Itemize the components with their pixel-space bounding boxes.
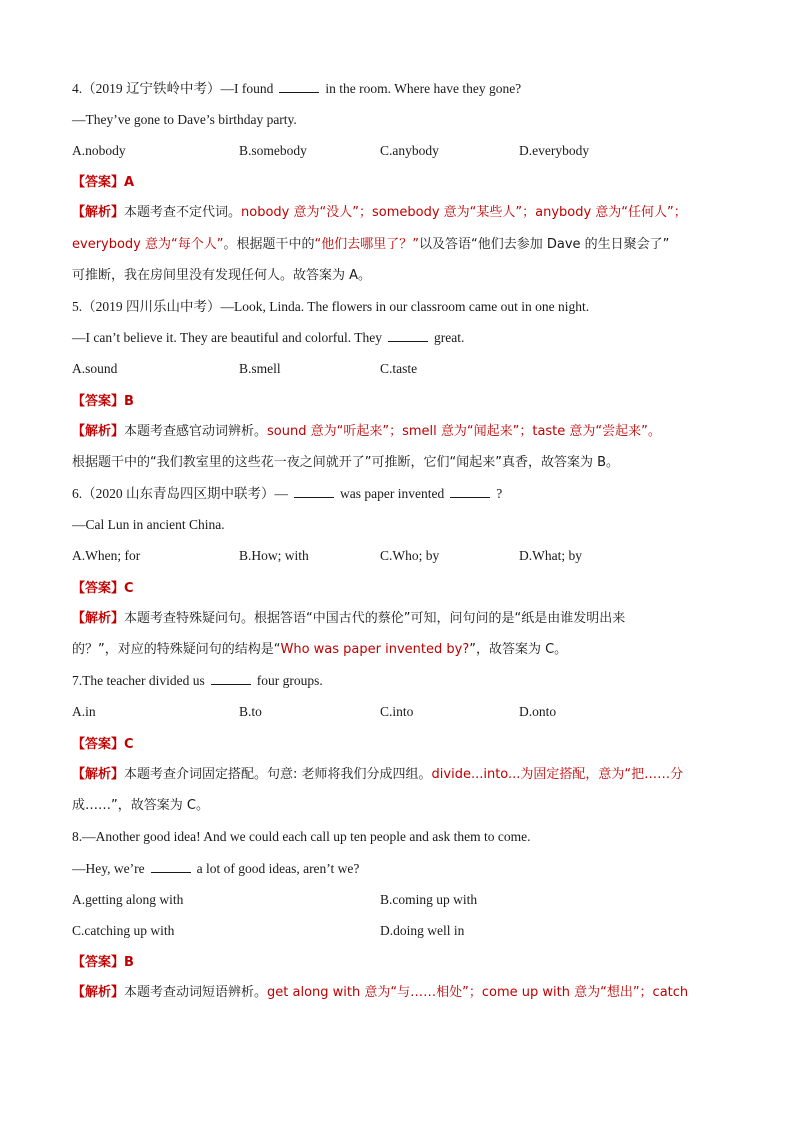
q8-blank — [151, 860, 191, 873]
q5-explanation-line2: 根据题干中的“我们教室里的这些花一夜之间就开了”可推断，它们“闻起来”真香，故答案为 B。 — [72, 455, 619, 470]
q4-exp2-c: “他们去哪里了？” — [314, 237, 419, 252]
q8-exp1-a: 本题考查动词短语辨析。 — [124, 985, 268, 1000]
q8-reply-post: a lot of good ideas, aren’t we? — [196, 861, 360, 876]
q6-stem — [72, 485, 502, 503]
q8-option-c: C.catching up with — [72, 923, 175, 938]
q6-explanation-line2 — [72, 641, 567, 659]
explanation-tag: 【解析】 — [72, 611, 125, 626]
q4-exp2-b: 。根据题干中的 — [223, 237, 315, 252]
q8-answer-value: B — [124, 955, 134, 970]
q6-stem-pre: 6.（2020 山东青岛四区期中联考）— — [72, 486, 288, 501]
q7-stem — [72, 672, 323, 690]
q5-reply-post: great. — [434, 330, 465, 345]
q4-answer-value: A — [124, 175, 135, 190]
q6-exp1: 本题考查特殊疑问句。根据答语“中国古代的蔡伦”可知，问句问的是“纸是由谁发明出来 — [124, 611, 626, 626]
q7-stem-pre: 7.The teacher divided us — [72, 673, 205, 688]
q8-option-a: A.getting along with — [72, 892, 184, 907]
q6-blank-1 — [294, 485, 334, 498]
q4-option-d: D.everybody — [519, 143, 590, 158]
q7-explanation-line1 — [72, 766, 683, 784]
q5-option-b: B.smell — [239, 361, 281, 376]
q4-option-c: C.anybody — [380, 143, 439, 158]
q5-stem: 5.（2019 四川乐山中考）—Look, Linda. The flowers in our classroom came out in one night. — [72, 299, 590, 314]
q7-stem-post: four groups. — [256, 673, 323, 688]
q6-stem-mid: was paper invented — [340, 486, 445, 501]
q4-option-a: A.nobody — [72, 143, 126, 158]
q4-stem-pre: 4.（2019 辽宁铁岭中考）—I found — [72, 81, 274, 96]
explanation-tag: 【解析】 — [72, 205, 125, 220]
q8-explanation-line1 — [72, 984, 688, 1002]
q4-blank — [279, 80, 319, 93]
q4-exp2-a: everybody 意为“每个人” — [72, 237, 224, 252]
q6-exp2-a: 的？”，对应的特殊疑问句的结构是“ — [72, 642, 281, 657]
q5-answer — [72, 392, 134, 411]
q4-option-b: B.somebody — [239, 143, 307, 158]
q6-reply: —Cal Lun in ancient China. — [72, 517, 225, 532]
q7-answer — [72, 735, 134, 754]
q8-reply — [72, 860, 359, 878]
q5-option-c: C.taste — [380, 361, 418, 376]
answer-tag: 【答案】 — [72, 175, 125, 190]
q4-exp2-d: 以及答语“他们去参加 Dave 的生日聚会了” — [418, 237, 670, 252]
q8-reply-pre: —Hey, we’re — [72, 861, 145, 876]
q5-blank — [388, 329, 428, 342]
q7-answer-value: C — [124, 737, 134, 752]
q8-option-d: D.doing well in — [380, 923, 465, 938]
answer-tag: 【答案】 — [72, 394, 125, 409]
q7-exp1-b: divide...into...为固定搭配，意为“把……分 — [431, 767, 684, 782]
q5-exp1-a: 本题考查感官动词辨析。 — [124, 424, 268, 439]
q6-exp2-b: Who was paper invented by? — [280, 642, 470, 657]
answer-tag: 【答案】 — [72, 737, 125, 752]
q6-answer — [72, 579, 134, 598]
q6-option-a: A.When; for — [72, 548, 141, 563]
q4-stem — [72, 80, 521, 98]
q6-option-c: C.Who; by — [380, 548, 440, 563]
explanation-tag: 【解析】 — [72, 424, 125, 439]
q4-explanation-line1 — [72, 204, 687, 222]
q8-answer — [72, 953, 134, 972]
q4-answer — [72, 173, 134, 192]
answer-tag: 【答案】 — [72, 581, 125, 596]
explanation-tag: 【解析】 — [72, 985, 125, 1000]
q5-exp1-b: sound 意为“听起来”；smell 意为“闻起来”；taste 意为“尝起来”。 — [267, 424, 661, 439]
q4-explanation-line3: 可推断，我在房间里没有发现任何人。故答案为 A。 — [72, 268, 372, 283]
q8-exp1-b: get along with 意为“与……相处”；come up with 意为“想出”；catch — [267, 985, 689, 1000]
q5-option-a: A.sound — [72, 361, 118, 376]
q8-stem: 8.—Another good idea! And we could each call up ten people and ask them to come. — [72, 829, 531, 844]
q5-reply — [72, 329, 464, 347]
q4-stem-post: in the room. Where have they gone? — [325, 81, 522, 96]
answer-tag: 【答案】 — [72, 955, 125, 970]
q4-explanation-line2 — [72, 236, 669, 254]
q5-answer-value: B — [124, 394, 134, 409]
q7-blank — [211, 672, 251, 685]
q7-option-a: A.in — [72, 704, 96, 719]
q7-explanation-line2: 成……”，故答案为 C。 — [72, 798, 209, 813]
q7-option-b: B.to — [239, 704, 262, 719]
q6-option-b: B.How; with — [239, 548, 309, 563]
q7-option-c: C.into — [380, 704, 414, 719]
explanation-tag: 【解析】 — [72, 767, 125, 782]
q6-blank-2 — [450, 485, 490, 498]
q6-exp2-c: ”，故答案为 C。 — [469, 642, 568, 657]
q5-explanation-line1 — [72, 423, 661, 441]
q4-exp1-b: nobody 意为“没人”；somebody 意为“某些人”；anybody 意为“任何人”； — [241, 205, 687, 220]
q8-option-b: B.coming up with — [380, 892, 478, 907]
q4-exp1-a: 本题考查不定代词。 — [124, 205, 242, 220]
q4-reply: —They’ve gone to Dave’s birthday party. — [72, 112, 297, 127]
q6-explanation-line1 — [72, 610, 625, 628]
q6-answer-value: C — [124, 581, 134, 596]
q5-reply-pre: —I can’t believe it. They are beautiful and colorful. They — [72, 330, 383, 345]
q6-option-d: D.What; by — [519, 548, 582, 563]
q7-option-d: D.onto — [519, 704, 557, 719]
q6-stem-post: ? — [496, 486, 503, 501]
q7-exp1-a: 本题考查介词固定搭配。句意: 老师将我们分成四组。 — [124, 767, 432, 782]
